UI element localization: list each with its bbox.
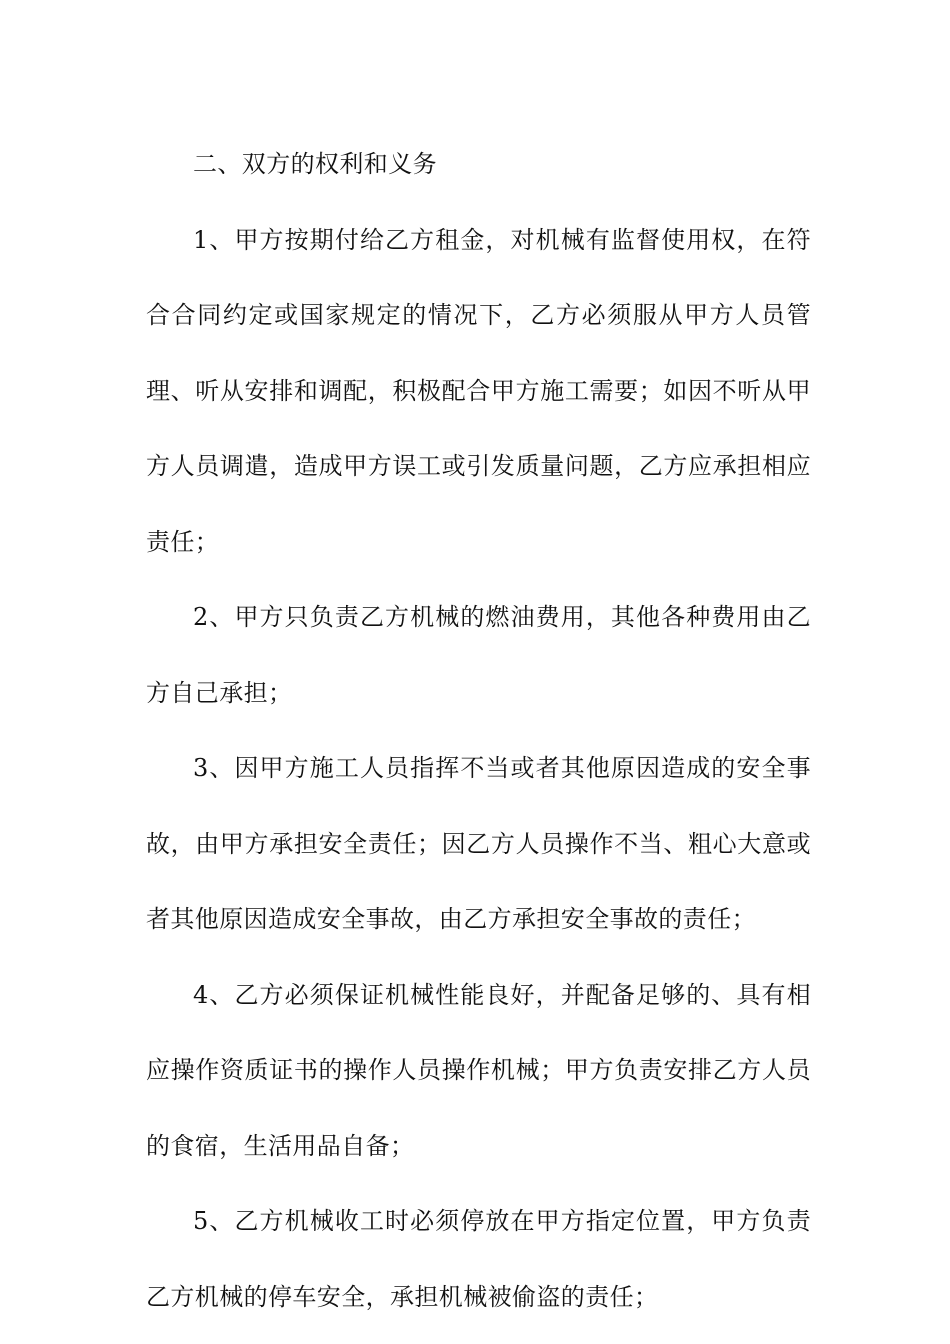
section-heading: 二、双方的权利和义务: [193, 150, 437, 178]
clause-4: 4、乙方必须保证机械性能良好，并配备足够的、具有相应操作资质证书的操作人员操作机械；甲方负责安排乙方人员的食宿，生活用品自备；: [146, 980, 811, 1160]
clause-3: 3、因甲方施工人员指挥不当或者其他原因造成的安全事故，由甲方承担安全责任；因乙方人员操作不当、粗心大意或者其他原因造成安全事故，由乙方承担安全事故的责任；: [146, 754, 811, 933]
clause-2: 2、甲方只负责乙方机械的燃油费用，其他各种费用由乙方自己承担；: [146, 603, 811, 707]
document-body: [146, 127, 811, 1335]
clause-5: 5、乙方机械收工时必须停放在甲方指定位置，甲方负责乙方机械的停车安全，承担机械被偷盗的责任；: [146, 1207, 811, 1311]
clause-1: 1、甲方按期付给乙方租金，对机械有监督使用权，在符合合同约定或国家规定的情况下，乙方必须服从甲方人员管理、听从安排和调配，积极配合甲方施工需要；如因不听从甲方人员调遣，造成甲方误工或引发质量问题，乙方应承担相应责任；: [146, 225, 811, 556]
